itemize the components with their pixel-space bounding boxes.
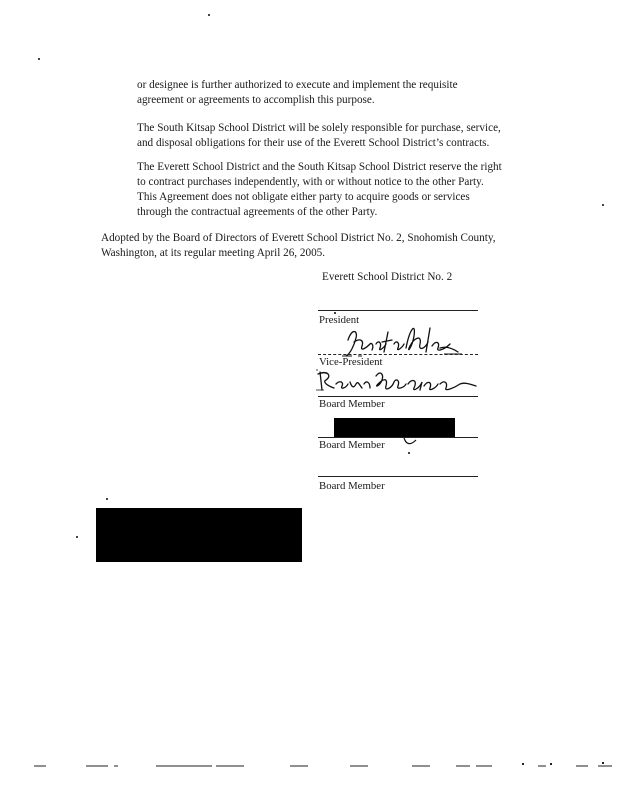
scan-speck [38,58,40,60]
adoption-line: Washington, at its regular meeting April 26, 2005. [101,247,326,259]
signature-line [318,396,478,397]
signature-title-board-member: Board Member [319,439,385,451]
signature-line [318,310,478,311]
adoption-statement [101,231,496,261]
redaction-block [96,508,302,562]
vice-president-signature [314,366,484,396]
scan-edge-artifacts [0,762,620,770]
signature-title-vice-president: Vice-President [319,356,383,368]
signature-stroke [400,436,420,448]
signature-line [318,476,478,477]
signature-line [318,437,478,438]
paragraph-line: to contract purchases independently, with or without notice to the other Party. [137,176,484,188]
scan-speck [106,498,108,500]
paragraph-line: The Everett School District and the South Kitsap School District reserve the right [137,161,502,173]
paragraph-authorization [137,78,458,108]
paragraph-reserve-right [137,160,502,220]
scan-speck [76,536,78,538]
paragraph-line: and disposal obligations for their use of the Everett School District’s contracts. [137,137,490,149]
adoption-line: Adopted by the Board of Directors of Everett School District No. 2, Snohomish County, [101,232,496,244]
district-name: Everett School District No. 2 [322,271,453,283]
scan-speck [208,14,210,16]
paragraph-responsibility [137,121,501,151]
scan-speck [408,452,410,454]
scan-speck [602,204,604,206]
signature-title-president: President [319,314,360,326]
signature-line [318,354,478,355]
signature-title-board-member: Board Member [319,480,385,492]
signature-title-board-member: Board Member [319,398,385,410]
paragraph-line: The South Kitsap School District will be solely responsible for purchase, service, [137,122,501,134]
paragraph-line: through the contractual agreements of the other Party. [137,206,378,218]
paragraph-line: This Agreement does not obligate either party to acquire goods or services [137,191,470,203]
scan-speck [334,312,336,314]
paragraph-line: agreement or agreements to accomplish this purpose. [137,94,375,106]
redaction-block [334,418,455,437]
paragraph-line: or designee is further authorized to execute and implement the requisite [137,79,458,91]
